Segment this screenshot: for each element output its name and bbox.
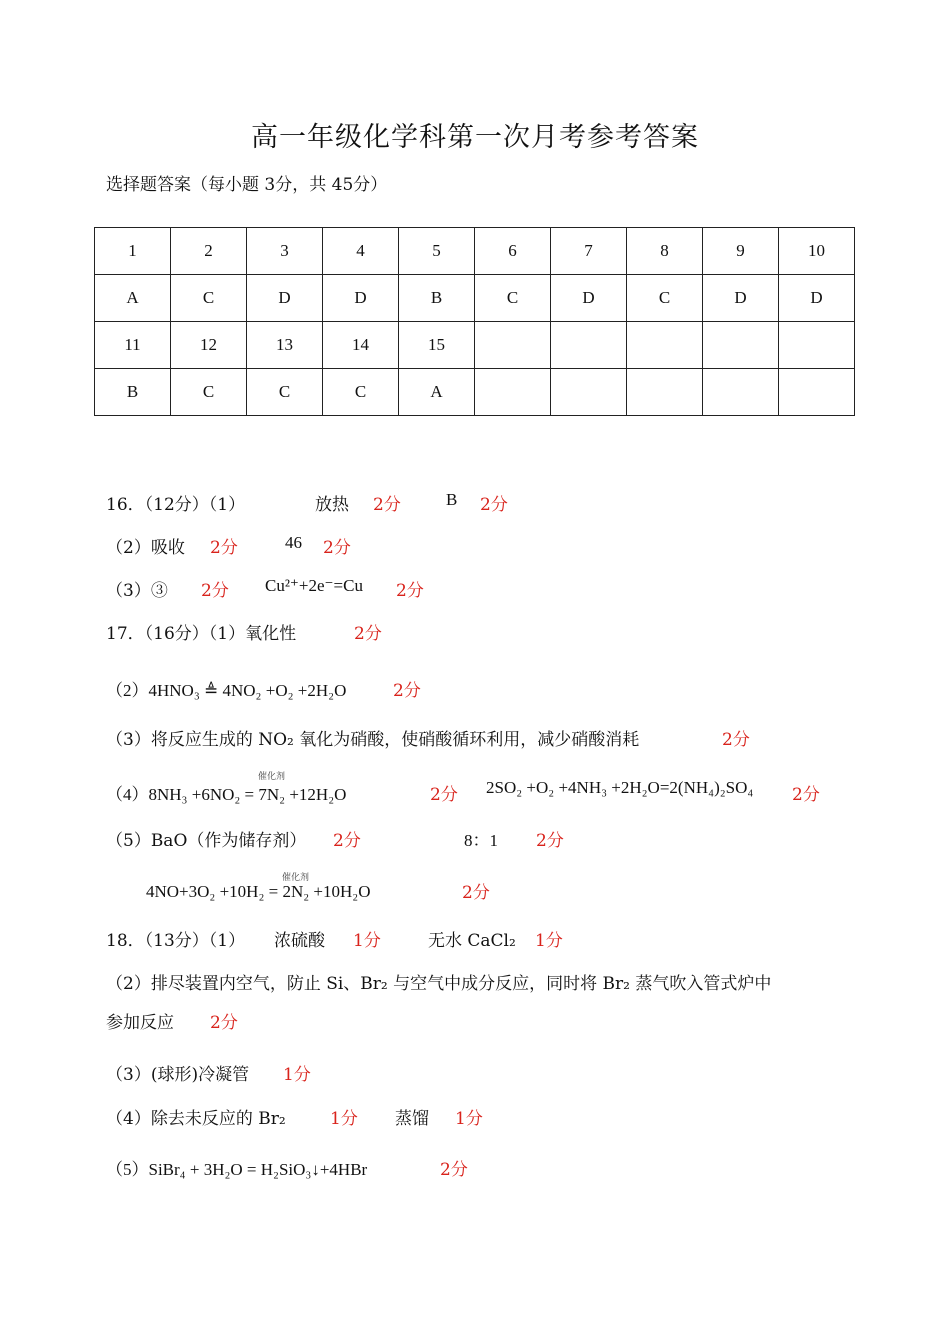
table-cell	[475, 369, 551, 416]
q17-part2-equation: （2）4HNO₃ ≜ 4NO₂ +O₂ +2H₂O	[106, 681, 347, 700]
q17-part5: （5）BaO（作为储存剂）	[106, 831, 307, 851]
table-cell: 8	[627, 228, 703, 275]
q18-score-1: 1分	[353, 931, 381, 951]
table-row	[95, 228, 855, 275]
table-cell: C	[627, 275, 703, 322]
q17-part4-equation-1: （4）8NH₃ +6NO₂ = 7N₂ +12H₂O	[106, 785, 347, 804]
q18-answer-2: 无水 CaCl₂	[428, 931, 516, 951]
table-cell: B	[399, 275, 475, 322]
table-cell: C	[323, 369, 399, 416]
q18-part2-line2: 参加反应	[106, 1013, 174, 1033]
table-cell	[551, 322, 627, 369]
catalyst-label-1: 催化剂	[258, 772, 286, 782]
q18-score-6: 1分	[455, 1109, 483, 1129]
table-cell: 4	[323, 228, 399, 275]
q18-part2-line1: （2）排尽装置内空气，防止 Si、Br₂ 与空气中成分反应，同时将 Br₂ 蒸气吹入管式炉中	[106, 974, 772, 994]
q16-part3: （3）③	[106, 581, 168, 601]
q16-part2: （2）吸收	[106, 538, 185, 558]
table-row	[95, 275, 855, 322]
table-cell: 6	[475, 228, 551, 275]
table-cell	[627, 369, 703, 416]
table-cell: D	[551, 275, 627, 322]
q18-score-5: 1分	[330, 1109, 358, 1129]
table-cell: A	[95, 275, 171, 322]
table-cell: 12	[171, 322, 247, 369]
table-cell: 7	[551, 228, 627, 275]
q18-part3: （3）(球形)冷凝管	[106, 1065, 250, 1085]
catalyst-label-2: 催化剂	[282, 873, 310, 883]
table-cell: 10	[779, 228, 855, 275]
table-cell: 1	[95, 228, 171, 275]
table-cell: 14	[323, 322, 399, 369]
q16-head: 16．（12分）（1）	[106, 495, 246, 515]
q17-head: 17．（16分）（1）氧化性	[106, 624, 297, 644]
q17-ratio: 8：1	[464, 831, 498, 850]
q16-score-4: 2分	[323, 538, 351, 558]
q18-answer-4: 蒸馏	[395, 1109, 429, 1129]
table-cell: D	[247, 275, 323, 322]
answer-table	[94, 227, 855, 416]
q16-score-1: 2分	[373, 495, 401, 515]
table-cell	[627, 322, 703, 369]
table-cell: 11	[95, 322, 171, 369]
table-cell: C	[171, 369, 247, 416]
q17-score-5: 2分	[792, 785, 820, 805]
page-title: 高一年级化学科第一次月考参考答案	[251, 122, 699, 153]
q17-score-4: 2分	[430, 785, 458, 805]
table-cell: C	[475, 275, 551, 322]
q18-answer-1: 浓硫酸	[274, 931, 325, 951]
table-cell: D	[323, 275, 399, 322]
q16-answer-4: Cu²⁺+2e⁻=Cu	[265, 576, 363, 595]
q18-score-7: 2分	[440, 1160, 468, 1180]
q17-score-6: 2分	[333, 831, 361, 851]
table-cell: C	[171, 275, 247, 322]
q16-answer-3: 46	[285, 533, 302, 552]
q16-score-2: 2分	[480, 495, 508, 515]
table-cell: C	[247, 369, 323, 416]
q18-score-2: 1分	[535, 931, 563, 951]
q16-score-3: 2分	[210, 538, 238, 558]
table-cell: A	[399, 369, 475, 416]
table-row	[95, 369, 855, 416]
section-subtitle: 选择题答案（每小题 3分，共 45分）	[106, 175, 388, 195]
table-cell	[779, 322, 855, 369]
q16-answer-2: B	[446, 490, 458, 509]
q18-score-3: 2分	[210, 1013, 238, 1033]
table-cell: D	[703, 275, 779, 322]
q17-score-7: 2分	[536, 831, 564, 851]
q17-part4-equation-2: 2SO₂ +O₂ +4NH₃ +2H₂O=2(NH₄)₂SO₄	[486, 778, 754, 797]
table-cell	[475, 322, 551, 369]
q18-part5-equation: （5）SiBr₄ + 3H₂O = H₂SiO₃↓+4HBr	[106, 1160, 368, 1179]
table-cell	[779, 369, 855, 416]
table-cell: 3	[247, 228, 323, 275]
table-cell: 9	[703, 228, 779, 275]
q18-score-4: 1分	[283, 1065, 311, 1085]
table-cell	[703, 322, 779, 369]
table-cell: B	[95, 369, 171, 416]
q16-score-6: 2分	[396, 581, 424, 601]
q17-score-1: 2分	[354, 624, 382, 644]
q18-part4: （4）除去未反应的 Br₂	[106, 1109, 286, 1129]
table-cell: 2	[171, 228, 247, 275]
q17-score-8: 2分	[462, 883, 490, 903]
table-cell: 15	[399, 322, 475, 369]
q17-score-3: 2分	[722, 730, 750, 750]
q17-part5-equation: 4NO+3O₂ +10H₂ = 2N₂ +10H₂O	[146, 882, 371, 901]
table-cell: 5	[399, 228, 475, 275]
table-cell	[551, 369, 627, 416]
table-row	[95, 322, 855, 369]
q18-head: 18．（13分）（1）	[106, 931, 246, 951]
table-cell: 13	[247, 322, 323, 369]
table-cell: D	[779, 275, 855, 322]
q16-score-5: 2分	[201, 581, 229, 601]
q17-part3: （3）将反应生成的 NO₂ 氧化为硝酸，使硝酸循环利用，减少硝酸消耗	[106, 730, 640, 750]
table-cell	[703, 369, 779, 416]
q17-score-2: 2分	[393, 681, 421, 701]
q16-answer-1: 放热	[315, 495, 349, 515]
